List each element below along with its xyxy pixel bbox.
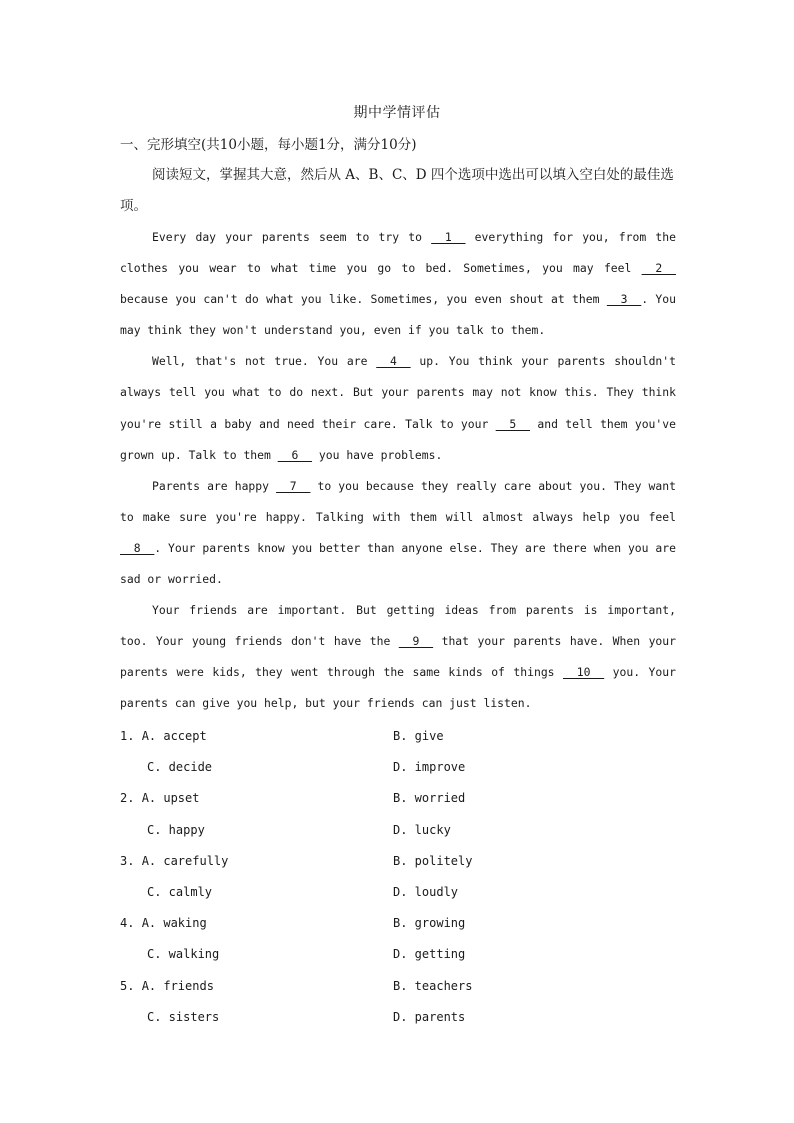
question-5-row-cd [120,1002,680,1033]
text: Every day your parents seem to try to [152,230,432,244]
question-4-row-cd [120,939,680,970]
text: everything for you, from the clothes you wear to what time you go to bed. Sometimes, you may feel [120,230,676,276]
blank-5: __5__ [495,416,531,431]
paragraph-1 [120,222,676,346]
question-2-option-c: C. happy [147,822,205,837]
question-1-option-a: 1. A. accept [120,729,207,743]
section-heading: 一、完形填空(共10小题，每小题1分，满分10分) [120,137,417,153]
blank-4: __4__ [376,354,411,369]
text: Your friends are important. But getting ideas from parents is important, too. Your young friends don't have the [120,603,676,649]
paragraph-2 [120,346,676,470]
question-4-row-ab [120,908,680,939]
paragraph-3 [120,471,676,595]
question-2-row-cd [120,815,680,846]
question-1-option-b: B. give [393,729,444,743]
question-4-option-d: D. getting [393,947,466,962]
question-3-row-cd [120,877,680,908]
text: because you can't do what you like. Sometimes, you even shout at them [120,292,607,307]
question-1-row-ab [120,721,680,752]
question-3-option-d: D. loudly [393,884,459,899]
page-title: 期中学情评估 [353,105,441,121]
paragraph-4 [120,595,676,719]
question-1-option-d: D. improve [393,760,466,775]
text: and tell them you've grown up. Talk to them [120,416,676,462]
question-3-option-a: 3. A. carefully [120,853,229,868]
blank-1: __1__ [431,230,466,244]
text: up. You think your parents shouldn't always tell you what to do next. But your parents may not know this. They think you're still a baby and need their care. Talk to your [120,354,676,431]
question-3-option-b: B. politely [393,853,473,868]
question-2-option-d: D. lucky [393,822,451,837]
blank-8: __8__ [120,540,155,555]
question-1-row-cd [120,752,680,783]
instructions: 阅读短文，掌握其大意，然后从 A、B、C、D 四个选项中选出可以填入空白处的最佳选项。 [120,167,674,214]
options-list [120,721,680,1033]
blank-2: __2__ [641,261,676,276]
blank-9: __9__ [398,634,434,649]
text: . You may think they won't understand you, even if you talk to them. [120,292,677,338]
question-4-option-c: C. walking [147,947,220,962]
question-2-row-ab [120,783,680,814]
text: . Your parents know you better than anyone else. They are there when you are sad or worried. [120,540,676,587]
blank-10: __10__ [563,665,605,680]
question-3-row-ab [120,846,680,877]
text: Parents are happy [152,478,277,493]
question-5-option-a: 5. A. friends [120,978,214,993]
question-2-option-b: B. worried [393,791,466,806]
text: Well, that's not true. You are [152,354,377,369]
question-5-option-c: C. sisters [147,1009,220,1024]
text: you have problems. [312,447,443,462]
question-5-option-d: D. parents [393,1009,466,1024]
blank-7: __7__ [276,478,311,493]
question-4-option-a: 4. A. waking [120,916,207,931]
text: to you because they really care about you. They want to make sure you're happy. Talking with them will almost always help you feel [120,478,676,524]
question-4-option-b: B. growing [393,916,466,931]
blank-6: __6__ [277,447,313,462]
question-1-option-c: C. decide [147,760,213,775]
question-3-option-c: C. calmly [147,884,213,899]
text: you. Your parents can give you help, but your friends can just listen. [120,665,676,711]
question-2-option-a: 2. A. upset [120,791,200,806]
question-5-option-b: B. teachers [393,978,473,993]
cloze-passage [120,222,676,720]
text: that your parents have. When your parents were kids, they went through the same kinds of things [120,634,677,680]
question-5-row-ab [120,971,680,1002]
blank-3: __3__ [606,292,642,307]
